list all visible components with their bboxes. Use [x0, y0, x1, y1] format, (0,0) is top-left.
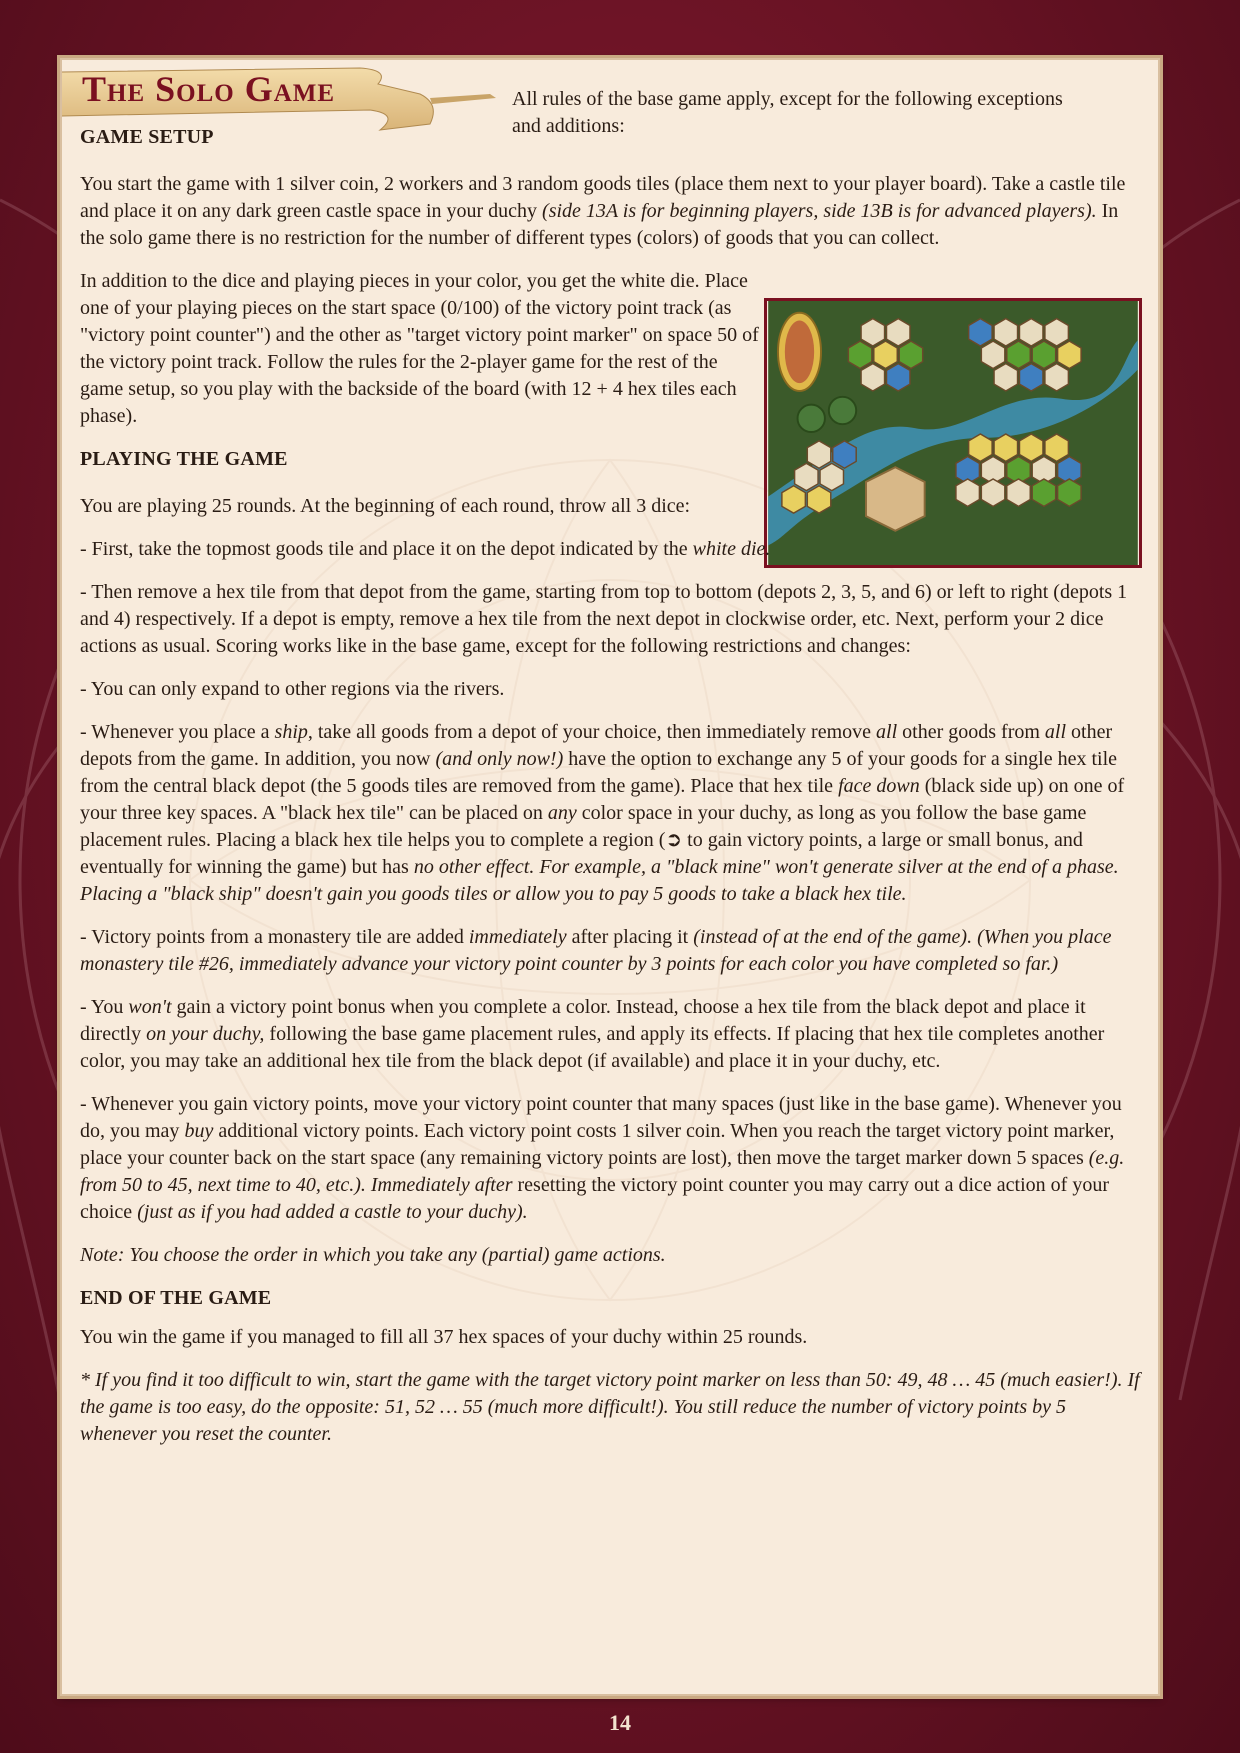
- text: (black side up) on one of your three key spaces. A "black hex tile" can be placed on: [80, 775, 1125, 824]
- emphasis: buy: [184, 1120, 214, 1142]
- end-paragraph-1: You win the game if you managed to fill all 37 hex spaces of your duchy within 25 rounds.: [80, 1326, 808, 1348]
- text: other depots from the game. In addition, you now: [80, 721, 1113, 770]
- emphasis: face down: [838, 775, 920, 797]
- text: after placing it: [566, 926, 694, 948]
- rules-panel: [60, 58, 1160, 1696]
- play-emphasis: white die.: [692, 538, 771, 560]
- rules-content: [80, 124, 1142, 1464]
- end-heading: END OF THE GAME: [80, 1287, 272, 1309]
- emphasis: ship: [274, 721, 308, 743]
- setup-paragraph-1: [80, 171, 1142, 252]
- emphasis: all: [876, 721, 898, 743]
- playing-paragraph-2: [80, 536, 1142, 563]
- text: - Whenever you gain victory points, move your victory point counter that many spaces (just like in the base game). Whenever you do, you may: [80, 1093, 1122, 1142]
- setup-emphasis: (side 13A is for beginning players, side 13B is for advanced players).: [542, 200, 1097, 222]
- playing-paragraph-1: You are playing 25 rounds. At the beginning of each round, throw all 3 dice:: [80, 495, 691, 517]
- playing-paragraph-7: [80, 994, 1142, 1075]
- text: , take all goods from a depot of your choice, then immediately remove: [307, 721, 877, 743]
- setup-heading: GAME SETUP: [80, 126, 214, 148]
- emphasis: (just as if you had added a castle to your duchy).: [137, 1201, 528, 1223]
- emphasis: won't: [128, 996, 172, 1018]
- text: additional victory points. Each victory point costs 1 silver coin. When you reach the target victory point marker, place your counter back on the start space (any remaining victory points are lost), then move the target marker down 5 spaces: [80, 1120, 1115, 1169]
- playing-paragraph-3: - Then remove a hex tile from that depot from the game, starting from top to bottom (depots 2, 3, 5, and 6) or left to right (depots 1 and 4) respectively. If a depot is empty, remove a hex tile from the next depot in clockwise order, etc. Next, perform your 2 dice actions as usual. Scoring works like in the base game, except for the following restrictions and changes:: [80, 581, 1128, 657]
- playing-heading: PLAYING THE GAME: [80, 448, 288, 470]
- page-number: 14: [609, 1710, 631, 1735]
- setup-text: You start the game with 1 silver coin, 2 workers and 3 random goods tiles (place them next to your player board). Take a castle tile and place it on any dark green castle space in your duchy: [80, 173, 1126, 222]
- emphasis: (e.g. from 50 to 45, next time to 40, etc.). Immediately after: [80, 1147, 1125, 1196]
- emphasis: (instead of at the end of the game). (When you place monastery tile #26, immediately advance your victory point counter by 3 points for each color you have completed so far.): [80, 926, 1112, 975]
- playing-paragraph-8: [80, 1091, 1142, 1226]
- note-text: Note: You choose the order in which you take any (partial) game actions.: [80, 1244, 666, 1266]
- emphasis: on your duchy,: [146, 1023, 265, 1045]
- text: - Whenever you place a: [80, 721, 275, 743]
- text: other goods from: [897, 721, 1045, 743]
- text: - Victory points from a monastery tile are added: [80, 926, 469, 948]
- text: have the option to exchange any 5 of your goods for a single hex tile from the central black depot (the 5 goods tiles are removed from the game). Place that hex tile: [80, 748, 1118, 797]
- page-title: The Solo Game: [82, 69, 336, 109]
- setup-text-2: In the solo game there is no restriction for the number of different types (colors) of goods that you can collect.: [80, 200, 1119, 249]
- intro-text: All rules of the base game apply, except for the following exceptions and additions:: [512, 88, 1063, 137]
- playing-note: [80, 1242, 1142, 1269]
- setup-paragraph-2: In addition to the dice and playing pieces in your color, you get the white die. Place one of your playing pieces on the start space (0/100) of the victory point track (as "victory point counter") and the other as "target victory point marker" on space 50 of the victory point track. Follow the rules for the 2-player game for the rest of the game setup, so you play with the backside of the board (with 12 + 4 hex tiles each phase).: [80, 270, 759, 427]
- arrow-icon: ➲: [665, 829, 683, 851]
- emphasis: any: [547, 802, 577, 824]
- text: - You: [80, 996, 129, 1018]
- emphasis: no other effect. For example, a "black mine" won't generate silver at the end of a phase. Placing a "black ship" doesn't gain you goods tiles or allow you to pay 5 goods to take a black hex tile.: [80, 856, 1119, 905]
- end-note: * If you find it too difficult to win, start the game with the target victory point marker on less than 50: 49, 48 … 45 (much easier!). If the game is too easy, do the opposite: 51, 52 … 55 (much more difficult!). You still reduce the number of victory points by 5 whenever you reset the counter.: [80, 1369, 1140, 1445]
- emphasis: immediately: [468, 926, 567, 948]
- playing-paragraph-5: [80, 719, 1142, 908]
- emphasis: (and only now!): [435, 748, 564, 770]
- end-paragraph-2: [80, 1367, 1142, 1448]
- text: resetting the victory point counter you may carry out a dice action of your choice: [80, 1174, 1109, 1223]
- playing-paragraph-4: - You can only expand to other regions via the rivers.: [80, 678, 505, 700]
- playing-paragraph-6: [80, 924, 1142, 978]
- text: to gain victory points, a large or small bonus, and eventually for winning the game) but has: [80, 829, 1083, 878]
- text: color space in your duchy, as long as you follow the base game placement rules. Placing a black hex tile helps you to complete a region (: [80, 802, 1087, 851]
- text: following the base game placement rules, and apply its effects. If placing that hex tile completes another color, you may take an additional hex tile from the black depot (if available) and place it in your duchy, etc.: [80, 1023, 1105, 1072]
- text: gain a victory point bonus when you complete a color. Instead, choose a hex tile from the black depot and place it directly: [80, 996, 1086, 1045]
- emphasis: all: [1044, 721, 1067, 743]
- play-text: - First, take the topmost goods tile and place it on the depot indicated by the: [80, 538, 693, 560]
